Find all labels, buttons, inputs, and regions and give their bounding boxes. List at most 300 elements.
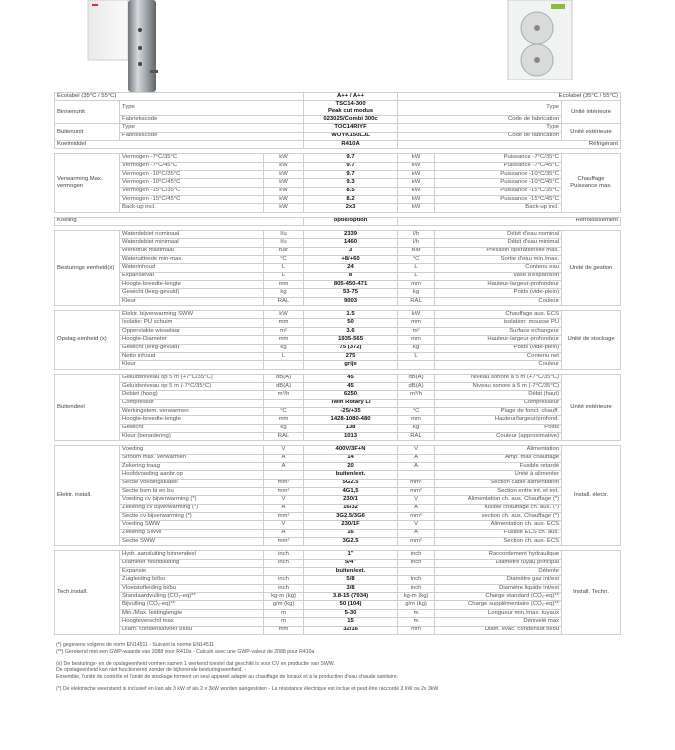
row-value: 9.7 bbox=[304, 170, 398, 178]
row-value: 53-75 bbox=[304, 289, 398, 297]
row-unit-fr: L bbox=[398, 352, 435, 360]
row-value: 138 bbox=[304, 424, 398, 432]
row-unit-nl: A bbox=[264, 454, 304, 462]
row-label-fr: fusible chauffage ch. aux. (*) bbox=[435, 504, 562, 512]
section-name-nl: Tech.install. bbox=[55, 551, 120, 634]
row-unit-fr: kg bbox=[398, 289, 435, 297]
spec-row bbox=[55, 187, 621, 195]
row-unit-nl: RAL bbox=[264, 297, 304, 305]
row-unit-fr: dB(A) bbox=[398, 374, 435, 382]
row-label-nl: Sectie bsm bi en bu bbox=[120, 488, 264, 496]
row-value: 9003 bbox=[304, 297, 398, 305]
row-value: 15 bbox=[304, 618, 398, 626]
row-unit-fr: A bbox=[398, 454, 435, 462]
row-unit-fr: mm² bbox=[398, 513, 435, 521]
footnote: (x) De besturings- en de opslageenheid vormen samen 1 werkend toestel dat geschikt is voor CV en productie van SWW. bbox=[56, 660, 335, 667]
row-unit-fr: °C bbox=[398, 256, 435, 264]
row-unit-nl: m bbox=[264, 618, 304, 626]
row-unit-nl: kg bbox=[264, 289, 304, 297]
spec-row bbox=[55, 311, 621, 319]
row-label-fr: Unité à alimenter bbox=[435, 471, 562, 479]
row-label-fr: Puissance -10°C/45°C bbox=[435, 179, 562, 187]
row-value: Twin Rotary LI bbox=[304, 399, 398, 407]
row-label-fr: Débit d'eau minimal bbox=[435, 239, 562, 247]
row-unit-fr: kg bbox=[398, 424, 435, 432]
row-value: 1.5 bbox=[304, 311, 398, 319]
row-value: 45 bbox=[304, 374, 398, 382]
row-label-nl: Vloeistofleiding bi/bu bbox=[120, 584, 264, 592]
unit-row bbox=[55, 124, 621, 132]
row-unit-fr: A bbox=[398, 529, 435, 537]
spec-row bbox=[55, 504, 621, 512]
spec-table bbox=[54, 92, 621, 635]
row-unit-fr: L bbox=[398, 264, 435, 272]
row-label-nl: Type bbox=[120, 101, 304, 116]
section-name-fr: Chauffage Puissance max. bbox=[562, 154, 621, 212]
unit-name-nl: Buitenunit bbox=[55, 124, 120, 141]
row-unit-nl: inch bbox=[264, 584, 304, 592]
row-unit-fr: V bbox=[398, 521, 435, 529]
row-label-fr: Type bbox=[398, 124, 562, 132]
row-label-nl: Voeding cv bijverwarming (*) bbox=[120, 496, 264, 504]
row-unit-nl: mm bbox=[264, 416, 304, 424]
row-unit-nl: dB(A) bbox=[264, 374, 304, 382]
spec-row bbox=[55, 319, 621, 327]
row-unit-fr: A bbox=[398, 504, 435, 512]
row-unit-fr: kW bbox=[398, 196, 435, 204]
row-label-nl: Debiet (hoog) bbox=[120, 391, 264, 399]
row-unit-fr: RAL bbox=[398, 297, 435, 305]
section-name-fr: Unité de gestion bbox=[562, 231, 621, 306]
row-label-fr: Code de fabrication bbox=[398, 115, 562, 123]
row-unit-fr: kW bbox=[398, 311, 435, 319]
row-label-nl: Hydr. aansluiting binnendeel bbox=[120, 551, 264, 559]
spec-row bbox=[55, 352, 621, 360]
row-label-nl: Type bbox=[120, 124, 304, 132]
row-unit-nl: V bbox=[264, 496, 304, 504]
spec-row bbox=[55, 432, 621, 440]
row-label-fr: Section entre int. et ext. bbox=[435, 488, 562, 496]
spec-row bbox=[55, 568, 621, 576]
row-unit-nl bbox=[264, 568, 304, 576]
row-unit-nl: kg bbox=[264, 424, 304, 432]
row-label-fr: Amp. max chauffage bbox=[435, 454, 562, 462]
refrigerant-label-fr: Réfrigérant bbox=[398, 140, 621, 148]
row-value: buiten/ext. bbox=[304, 471, 398, 479]
row-unit-fr: kW bbox=[398, 204, 435, 212]
row-label-nl: Diameter hoofdleiding bbox=[120, 559, 264, 567]
row-value: 5-30 bbox=[304, 609, 398, 617]
row-value: 4G1,5 bbox=[304, 488, 398, 496]
row-unit-fr: m³/h bbox=[398, 391, 435, 399]
row-unit-nl bbox=[264, 361, 304, 369]
row-label-fr: Couleur (approximative) bbox=[435, 432, 562, 440]
row-unit-fr: mm² bbox=[398, 479, 435, 487]
row-label-nl: Vermogen -7°C/35°C bbox=[120, 154, 264, 162]
row-unit-fr bbox=[398, 471, 435, 479]
row-unit-fr: V bbox=[398, 446, 435, 454]
row-label-fr: Diamètre gaz int/ext bbox=[435, 576, 562, 584]
spec-row bbox=[55, 374, 621, 382]
row-label-fr: Puissance -15°C/45°C bbox=[435, 196, 562, 204]
section-name-fr: Install. électr. bbox=[562, 446, 621, 546]
row-label-nl: Expansie bbox=[120, 568, 264, 576]
section-name-nl: Elektr. install. bbox=[55, 446, 120, 546]
row-label-nl: Gewicht (leeg-gevuld) bbox=[120, 289, 264, 297]
spec-row bbox=[55, 289, 621, 297]
row-unit-nl: L bbox=[264, 264, 304, 272]
row-label-nl: Stroom max. verwarmen bbox=[120, 454, 264, 462]
row-value: 8.2 bbox=[304, 196, 398, 204]
row-value: 5G2.5 bbox=[304, 479, 398, 487]
row-label-fr: Back-up incl. bbox=[435, 204, 562, 212]
spec-row bbox=[55, 196, 621, 204]
spec-row bbox=[55, 297, 621, 305]
row-label-nl: Min./Max. leidinglengte bbox=[120, 609, 264, 617]
row-value: WOYK150LJL bbox=[304, 132, 398, 140]
row-unit-fr: °C bbox=[398, 407, 435, 415]
row-label-nl: Expansievat bbox=[120, 272, 264, 280]
row-unit-nl: L bbox=[264, 352, 304, 360]
row-unit-nl: kg-m (kg) bbox=[264, 593, 304, 601]
spec-row bbox=[55, 618, 621, 626]
row-label-fr: Contenu eau bbox=[435, 264, 562, 272]
row-unit-nl bbox=[264, 399, 304, 407]
row-label-nl: Zekering traag bbox=[120, 462, 264, 470]
row-unit-nl: mm² bbox=[264, 538, 304, 546]
spec-row bbox=[55, 272, 621, 280]
row-value: 230/1 bbox=[304, 496, 398, 504]
row-unit-fr: l/h bbox=[398, 239, 435, 247]
footnote: Ensemble, l'unité de contrôle et l'unité de stockage forment un seul appareil adapté au chauffage de locaux et à la production d'eau chaude sanitaire. bbox=[56, 674, 399, 680]
row-unit-fr: inch bbox=[398, 584, 435, 592]
footnote: De opslageenheid kan niet functioneren zonder de bijhorende besturingseenheid. - bbox=[56, 667, 247, 674]
row-unit-fr: mm bbox=[398, 281, 435, 289]
spec-row bbox=[55, 344, 621, 352]
row-unit-nl: kW bbox=[264, 170, 304, 178]
row-label-nl: Gewicht (leeg-gevuld) bbox=[120, 344, 264, 352]
row-unit-fr: mm² bbox=[398, 488, 435, 496]
section-name-nl: Verwarming Max. vermogen bbox=[55, 154, 120, 212]
row-label-nl: Werkdruk maximaal bbox=[120, 247, 264, 255]
footnote: (*) De elektrische weerstand is inclusief en kan als 3 kW of als 2 x 3kW worden aangesloten - La résistance électrique est inclue et peut être raccordé 3 kW ou 2x 3kW bbox=[56, 685, 439, 692]
spec-row bbox=[55, 231, 621, 239]
row-label-fr: Hauteur/largeur/profond. bbox=[435, 416, 562, 424]
row-label-fr: Puissance -7°C/35°C bbox=[435, 154, 562, 162]
row-value: 1" bbox=[304, 551, 398, 559]
spec-row bbox=[55, 479, 621, 487]
spec-row bbox=[55, 538, 621, 546]
row-unit-nl: mm bbox=[264, 626, 304, 634]
row-label-nl: Sectie SWW bbox=[120, 538, 264, 546]
row-unit-fr: L bbox=[398, 272, 435, 280]
row-label-nl: Diam. condensafvoer bi/bu bbox=[120, 626, 264, 634]
row-label-fr: Fusible ECS ch. aux. bbox=[435, 529, 562, 537]
row-label-nl: Geluidsniveau op 5 m (+7°C/35°C) bbox=[120, 374, 264, 382]
row-label-fr: Poids (vide-plein) bbox=[435, 289, 562, 297]
row-label-nl: Werkingstem. verwarmen bbox=[120, 407, 264, 415]
row-unit-fr: inch bbox=[398, 551, 435, 559]
spec-row bbox=[55, 204, 621, 212]
row-label-nl: Voeding SWW bbox=[120, 521, 264, 529]
row-unit-nl: Bar bbox=[264, 247, 304, 255]
row-label-fr: Alimentation ch. aux. ECS bbox=[435, 521, 562, 529]
row-unit-fr: m bbox=[398, 618, 435, 626]
ecolabel-label-nl: Ecolabel (35°C / 55°C) bbox=[55, 93, 304, 101]
row-label-fr: Diamètre liquide int/ext bbox=[435, 584, 562, 592]
row-label-fr: Poids bbox=[435, 424, 562, 432]
row-label-nl: Waterdebiet nominaal bbox=[120, 231, 264, 239]
row-unit-nl: RAL bbox=[264, 432, 304, 440]
row-value: 3G2.5/3G6 bbox=[304, 513, 398, 521]
footnotes bbox=[56, 642, 656, 693]
unit-name-fr: Unité extérieure bbox=[562, 124, 621, 141]
spec-row bbox=[55, 626, 621, 634]
row-unit-fr: g/m (kg) bbox=[398, 601, 435, 609]
refrigerant-value: R410A bbox=[304, 140, 398, 148]
row-unit-nl: m² bbox=[264, 327, 304, 335]
row-label-fr: Poids (vide-plein) bbox=[435, 344, 562, 352]
row-unit-nl: °C bbox=[264, 407, 304, 415]
row-value: 8.5 bbox=[304, 187, 398, 195]
row-unit-nl: mm² bbox=[264, 488, 304, 496]
spec-row bbox=[55, 513, 621, 521]
row-label-nl: Hoogte-breedte-lengte bbox=[120, 281, 264, 289]
row-value: 275 bbox=[304, 352, 398, 360]
row-value: 6250 bbox=[304, 391, 398, 399]
row-value: grijs bbox=[304, 361, 398, 369]
row-unit-fr: mm² bbox=[398, 538, 435, 546]
section-name-nl: Besturings eenheid(x) bbox=[55, 231, 120, 306]
row-value: +8/+60 bbox=[304, 256, 398, 264]
footnote: (*) gegevens volgens de norm EN14511 - Suivant la norme EN14511 bbox=[56, 642, 215, 648]
row-unit-nl: mm bbox=[264, 336, 304, 344]
row-label-fr: Chauffage aux. ECS bbox=[435, 311, 562, 319]
spec-row bbox=[55, 609, 621, 617]
row-unit-fr bbox=[398, 399, 435, 407]
row-value: 3.8-15 (7934) bbox=[304, 593, 398, 601]
row-unit-nl: mm² bbox=[264, 479, 304, 487]
spec-row bbox=[55, 416, 621, 424]
row-label-fr: Code de fabrication bbox=[398, 132, 562, 140]
row-label-nl: Vermogen -15°C/35°C bbox=[120, 187, 264, 195]
row-unit-nl: kW bbox=[264, 187, 304, 195]
row-label-fr: Alimentation bbox=[435, 446, 562, 454]
row-value: 2x3 bbox=[304, 204, 398, 212]
row-label-fr: Niveau sonore à 5 m (+7°C/35°C) bbox=[435, 374, 562, 382]
row-value: 16 bbox=[304, 529, 398, 537]
section-name-fr: Unité de stockage bbox=[562, 311, 621, 369]
refrigerant-label-nl: Koelmiddel bbox=[55, 140, 304, 148]
row-unit-nl: kg bbox=[264, 344, 304, 352]
row-label-nl: Isolatie: PU schuim bbox=[120, 319, 264, 327]
spec-row bbox=[55, 593, 621, 601]
row-label-fr: Couleur bbox=[435, 361, 562, 369]
row-unit-nl: L bbox=[264, 272, 304, 280]
row-value: 023025/Combi 300c bbox=[304, 115, 398, 123]
row-label-fr: Débit (haut) bbox=[435, 391, 562, 399]
spec-row bbox=[55, 391, 621, 399]
row-value: 5/8 bbox=[304, 576, 398, 584]
row-label-fr: isolation: mousse PU bbox=[435, 319, 562, 327]
section-name-nl: Opslag eenheid (x) bbox=[55, 311, 120, 369]
row-label-fr: Débit d'eau nominal bbox=[435, 231, 562, 239]
row-label-nl: Zuigleiding bi/bu bbox=[120, 576, 264, 584]
spec-row bbox=[55, 407, 621, 415]
row-label-nl: Hoogte-breedte-lengte bbox=[120, 416, 264, 424]
row-label-fr: Niveau sonore à 5 m (-7°C/35°C) bbox=[435, 382, 562, 390]
spec-row bbox=[55, 327, 621, 335]
row-label-nl: Kleur (benadering) bbox=[120, 432, 264, 440]
spec-row bbox=[55, 576, 621, 584]
row-label-fr: Surface echangeur bbox=[435, 327, 562, 335]
row-unit-nl: kW bbox=[264, 311, 304, 319]
cooling-row bbox=[55, 217, 621, 225]
row-label-fr: Plage de fonct. chauff. bbox=[435, 407, 562, 415]
row-unit-fr: mm bbox=[398, 626, 435, 634]
row-unit-nl: A bbox=[264, 529, 304, 537]
row-unit-nl: A bbox=[264, 504, 304, 512]
row-value: 1935-565 bbox=[304, 336, 398, 344]
row-unit-nl: g/m (kg) bbox=[264, 601, 304, 609]
row-label-fr: Alimentation ch. aux. Chauffage (*) bbox=[435, 496, 562, 504]
row-value: 20 bbox=[304, 462, 398, 470]
row-value: 400V/3F+N bbox=[304, 446, 398, 454]
row-label-nl: Sectie voedingskabel bbox=[120, 479, 264, 487]
row-unit-nl: kW bbox=[264, 179, 304, 187]
ecolabel-label-fr: Ecolabel (35°C / 55°C) bbox=[398, 93, 621, 101]
row-unit-nl: mm² bbox=[264, 513, 304, 521]
row-label-fr: Section ch. aux. ECS bbox=[435, 538, 562, 546]
section-name-fr: Unité extérieure bbox=[562, 374, 621, 441]
row-label-nl: Vermogen -10°C/35°C bbox=[120, 170, 264, 178]
row-value: 50 (104) bbox=[304, 601, 398, 609]
row-value: 16/32 bbox=[304, 504, 398, 512]
spec-row bbox=[55, 529, 621, 537]
row-unit-nl: l/u bbox=[264, 239, 304, 247]
refrigerant-row bbox=[55, 140, 621, 148]
row-label-fr: Charge standard (CO₂-eq)** bbox=[435, 593, 562, 601]
row-unit-nl: A bbox=[264, 462, 304, 470]
row-unit-nl: kW bbox=[264, 162, 304, 170]
cooling-label-fr: Refroidissement bbox=[398, 217, 621, 225]
row-unit-fr: kg bbox=[398, 344, 435, 352]
row-value: 32/16 bbox=[304, 626, 398, 634]
row-unit-fr: l/h bbox=[398, 231, 435, 239]
row-unit-fr: RAL bbox=[398, 432, 435, 440]
product-photos bbox=[0, 0, 675, 92]
spec-row bbox=[55, 399, 621, 407]
row-value: 5/4" bbox=[304, 559, 398, 567]
spec-row bbox=[55, 361, 621, 369]
row-value: 9.3 bbox=[304, 179, 398, 187]
row-value: TSC14-300 Peak cut modus bbox=[304, 101, 398, 116]
row-value: buiten/ext. bbox=[304, 568, 398, 576]
row-unit-fr: mm bbox=[398, 416, 435, 424]
row-label-fr: Puissance -15°C/35°C bbox=[435, 187, 562, 195]
row-unit-nl: °C bbox=[264, 256, 304, 264]
row-unit-nl: inch bbox=[264, 559, 304, 567]
row-unit-fr bbox=[398, 361, 435, 369]
row-unit-nl: l/u bbox=[264, 231, 304, 239]
row-label-nl: Wateruittrede min-max. bbox=[120, 256, 264, 264]
row-value: 45 bbox=[304, 382, 398, 390]
spec-row bbox=[55, 601, 621, 609]
spec-row bbox=[55, 247, 621, 255]
row-label-fr: Puissance -10°C/35°C bbox=[435, 170, 562, 178]
spec-row bbox=[55, 179, 621, 187]
row-value: 1013 bbox=[304, 432, 398, 440]
row-label-nl: Netto inhoud bbox=[120, 352, 264, 360]
row-value: 230/1F bbox=[304, 521, 398, 529]
row-unit-nl: m³/h bbox=[264, 391, 304, 399]
spec-row bbox=[55, 281, 621, 289]
row-label-nl: Elektr. bijverwarming SWW bbox=[120, 311, 264, 319]
spec-row bbox=[55, 424, 621, 432]
row-label-nl: Back-up incl. bbox=[120, 204, 264, 212]
row-unit-fr: kg-m (kg) bbox=[398, 593, 435, 601]
unit-row bbox=[55, 101, 621, 116]
row-label-nl: Fabriekscode bbox=[120, 115, 304, 123]
row-unit-nl: dB(A) bbox=[264, 382, 304, 390]
row-label-fr: Couleur bbox=[435, 297, 562, 305]
row-label-fr: Section câble alimentation bbox=[435, 479, 562, 487]
row-label-nl: Fabriekscode bbox=[120, 132, 304, 140]
row-label-fr: Type bbox=[398, 101, 562, 116]
spec-row bbox=[55, 256, 621, 264]
row-unit-nl bbox=[264, 471, 304, 479]
row-label-fr: section ch. aux. Chauffage (*) bbox=[435, 513, 562, 521]
row-value: 14 bbox=[304, 454, 398, 462]
row-value: -25/+35 bbox=[304, 407, 398, 415]
row-unit-fr: mm bbox=[398, 319, 435, 327]
spec-row bbox=[55, 584, 621, 592]
row-label-nl: Sectie cv bijverwarming (*) bbox=[120, 513, 264, 521]
row-label-fr: Dénivelé max bbox=[435, 618, 562, 626]
row-value: 75 (372) bbox=[304, 344, 398, 352]
row-value: 24 bbox=[304, 264, 398, 272]
row-label-fr: Compresseur bbox=[435, 399, 562, 407]
spec-row bbox=[55, 336, 621, 344]
row-unit-nl: kW bbox=[264, 196, 304, 204]
row-label-fr: Pression opérationelle max. bbox=[435, 247, 562, 255]
row-value: 805-450-471 bbox=[304, 281, 398, 289]
row-value: 2339 bbox=[304, 231, 398, 239]
row-value: 3 bbox=[304, 247, 398, 255]
spec-row bbox=[55, 382, 621, 390]
row-unit-fr bbox=[398, 568, 435, 576]
row-label-nl: Waterdebiet minimaal bbox=[120, 239, 264, 247]
spec-row bbox=[55, 264, 621, 272]
spec-row bbox=[55, 496, 621, 504]
row-label-nl: Vermogen -10°C/45°C bbox=[120, 179, 264, 187]
row-label-nl: Hoogteverschil max bbox=[120, 618, 264, 626]
row-unit-fr: inch bbox=[398, 576, 435, 584]
unit-row bbox=[55, 132, 621, 140]
row-label-nl: Kleur bbox=[120, 361, 264, 369]
row-label-fr: Longueur min./max. tuyaux bbox=[435, 609, 562, 617]
row-label-fr: Diamètre tuyau principal bbox=[435, 559, 562, 567]
row-label-nl: Voeding bbox=[120, 446, 264, 454]
spec-row bbox=[55, 471, 621, 479]
cooling-value: optie/option bbox=[304, 217, 398, 225]
row-label-nl: Zekering cv bijverwarming (*) bbox=[120, 504, 264, 512]
section-name-fr: Install. Techn. bbox=[562, 551, 621, 634]
row-value: TOC14RIYF bbox=[304, 124, 398, 132]
footnote: (**) Gerekend met een GWP-waarde van 2088 voor R410a - Calculé avec une GWP-valeur de 2088 pour R410a bbox=[56, 648, 315, 655]
row-label-fr: Détente bbox=[435, 568, 562, 576]
ecolabel-value: A++ / A++ bbox=[304, 93, 398, 101]
